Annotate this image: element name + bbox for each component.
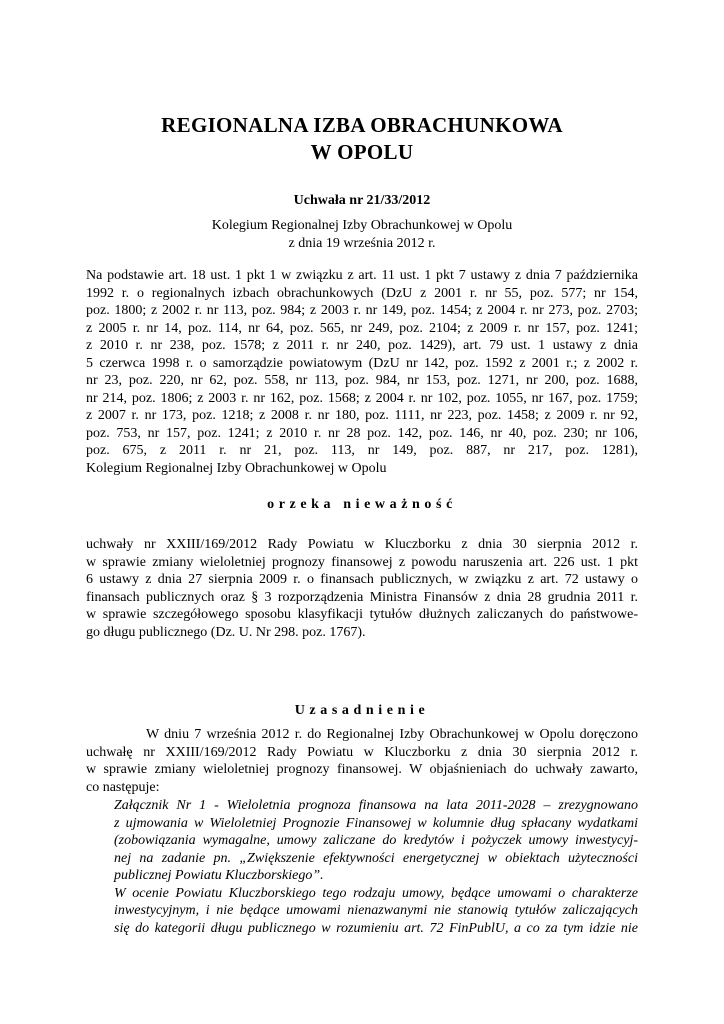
quote-line: W ocenie Powiatu Kluczborskiego tego rodzaju umowy, będące umowami o charakterze <box>114 885 638 901</box>
justification-heading: Uzasadnienie <box>294 703 430 718</box>
justification-line: W dniu 7 września 2012 r. do Regionalnej Izby Obrachunkowej w Opolu doręczono <box>146 727 638 742</box>
legal-basis-paragraph <box>86 267 638 477</box>
issuing-body-block <box>0 217 724 252</box>
quote-line: z ujmowania w Wieloletniej Prognozie Finansowej w kolumnie dług spłacany wydatkami <box>114 815 638 831</box>
basis-line: 1992 r. o regionalnych izbach obrachunkowych (DzU z 2001 r. nr 55, poz. 577; nr 154, <box>86 285 638 301</box>
document-title <box>0 112 724 166</box>
ruling-line: w sprawie zmiany wieloletniej prognozy finansowej z powodu naruszenia art. 226 ust. 1 pkt <box>86 554 638 570</box>
quote-line: Załącznik Nr 1 - Wieloletnia prognoza finansowa na lata 2011-2028 – zrezygnowano <box>114 798 638 813</box>
ruling-paragraph <box>86 536 638 641</box>
quote-line: nej na zadanie pn. „Zwiększenie efektywności energetycznej w obiektach użyteczności <box>114 850 638 866</box>
issuing-body: Kolegium Regionalnej Izby Obrachunkowej w Opolu <box>211 218 513 233</box>
justification-line: w sprawie zmiany wieloletniej prognozy finansowej. W objaśnieniach do uchwały zawarto, <box>86 762 638 777</box>
ruling-line: 6 ustawy z dnia 27 sierpnia 2009 r. o finansach publicznych, w związku z art. 72 ustawy o <box>86 572 638 587</box>
basis-line: nr 23, poz. 220, nr 62, poz. 558, nr 113, poz. 984, nr 153, poz. 1271, nr 200, poz. 1688, <box>86 373 638 388</box>
justification-line: uchwałę nr XXIII/169/2012 Rady Powiatu w Kluczborku z dnia 30 sierpnia 2012 r. <box>86 744 638 760</box>
basis-line: poz. 675, z 2011 r. nr 21, poz. 113, nr 149, poz. 887, nr 217, poz. 1281), <box>86 443 638 458</box>
basis-line: poz. 1800; z 2002 r. nr 113, poz. 984; z 2003 r. nr 149, poz. 1454; z 2004 r. nr 273, poz. 2703; <box>86 303 638 318</box>
justification-line: co następuje: <box>86 779 160 795</box>
basis-line: 5 czerwca 1998 r. o samorządzie powiatowym (DzU nr 142, poz. 1592 z 2001 r.; z 2002 r. <box>86 355 638 371</box>
basis-line: z 2007 r. nr 173, poz. 1218; z 2008 r. nr 180, poz. 1111, nr 223, poz. 1458; z 2009 r. nr 92, <box>86 408 638 423</box>
basis-line: nr 214, poz. 1806; z 2003 r. nr 162, poz. 1568; z 2004 r. nr 102, poz. 1055, nr 167, poz. 1759; <box>86 390 638 406</box>
resolution-number: Uchwała nr 21/33/2012 <box>293 193 431 208</box>
quoted-explanation <box>114 797 638 937</box>
ruling-line: finansach publicznych oraz § 3 rozporządzenia Ministra Finansów z dnia 28 grudnia 2011 r. <box>86 589 638 605</box>
resolution-date: z dnia 19 września 2012 r. <box>288 235 436 251</box>
justification-intro <box>86 726 638 796</box>
basis-line: Na podstawie art. 18 ust. 1 pkt 1 w związku z art. 11 ust. 1 pkt 7 ustawy z dnia 7 października <box>86 268 638 283</box>
basis-line: z 2005 r. nr 14, poz. 114, nr 64, poz. 565, nr 249, poz. 2104; z 2009 r. nr 157, poz. 1241; <box>86 320 638 336</box>
ruling-heading: orzeka nieważność <box>267 497 457 512</box>
basis-line: poz. 753, nr 157, poz. 1241; z 2010 r. nr 28 poz. 142, poz. 146, nr 40, poz. 230; nr 106, <box>86 425 638 441</box>
ruling-line: w sprawie szczegółowego sposobu klasyfikacji tytułów dłużnych zaliczanych do państwowe- <box>86 607 638 622</box>
title-line-2: W OPOLU <box>310 140 414 164</box>
quote-line: się do kategorii długu publicznego w rozumieniu art. 72 FinPublU, a co za tym idzie nie <box>114 920 638 936</box>
ruling-line: go długu publicznego (Dz. U. Nr 298. poz. 1767). <box>86 624 366 640</box>
basis-line: z 2010 r. nr 238, poz. 1578; z 2011 r. nr 240, poz. 1429), art. 79 ust. 1 ustawy z dnia <box>86 338 638 353</box>
ruling-line: uchwały nr XXIII/169/2012 Rady Powiatu w Kluczborku z dnia 30 sierpnia 2012 r. <box>86 537 638 552</box>
quote-line: (zobowiązania wymagalne, umowy zaliczane do kredytów i pożyczek umowy inwestycyj- <box>114 833 638 848</box>
quote-line: inwestycyjnym, i nie będące umowami nienazwanymi nie stanowią tytułów zaliczających <box>114 903 638 918</box>
title-line-1: REGIONALNA IZBA OBRACHUNKOWA <box>161 113 563 137</box>
quote-line: publicznej Powiatu Kluczborskiego”. <box>114 868 324 883</box>
basis-line: Kolegium Regionalnej Izby Obrachunkowej w Opolu <box>86 460 387 476</box>
